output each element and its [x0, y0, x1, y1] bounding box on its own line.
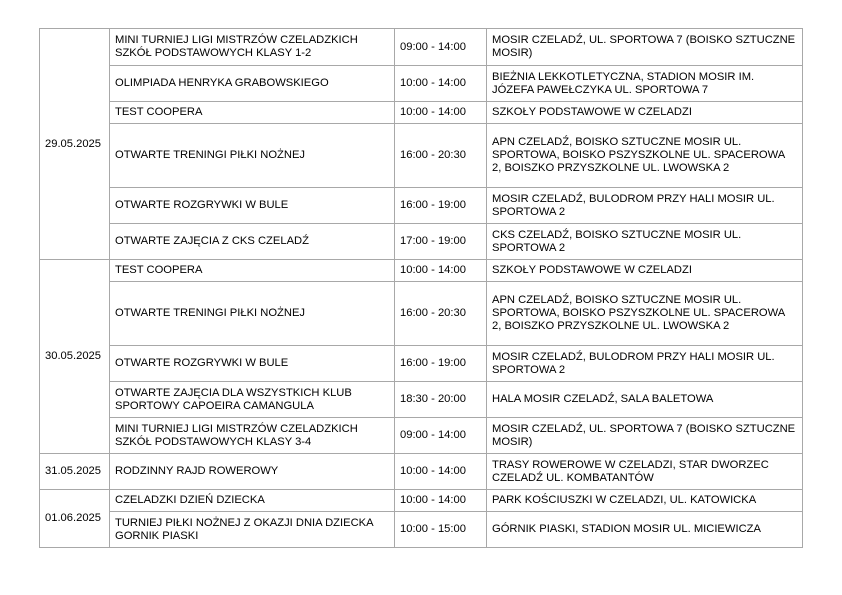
table-row — [40, 66, 803, 102]
event-time: 16:00 - 19:00 — [395, 346, 487, 382]
event-time: 16:00 - 20:30 — [395, 124, 487, 188]
event-name: OTWARTE ZAJĘCIA DLA WSZYSTKICH KLUB SPORTOWY CAPOEIRA CAMANGULA — [110, 382, 395, 418]
event-place: APN CZELADŹ, BOISKO SZTUCZNE MOSIR UL. SPORTOWA, BOISKO PSZYSZKOLNE UL. SPACEROWA 2, BOISZKO PRZYSZKOLNE UL. LWOWSKA 2 — [487, 282, 803, 346]
date-cell: 31.05.2025 — [40, 454, 110, 490]
table-row — [40, 418, 803, 454]
event-name: OTWARTE ROZGRYWKI W BULE — [110, 346, 395, 382]
table-row — [40, 102, 803, 124]
event-place: MOSIR CZELADŹ, BULODROM PRZY HALI MOSIR UL. SPORTOWA 2 — [487, 346, 803, 382]
table-row — [40, 124, 803, 188]
table-row — [40, 260, 803, 282]
event-name: MINI TURNIEJ LIGI MISTRZÓW CZELADZKICH SZKÓŁ PODSTAWOWYCH KLASY 1-2 — [110, 29, 395, 66]
event-name: OLIMPIADA HENRYKA GRABOWSKIEGO — [110, 66, 395, 102]
event-time: 18:30 - 20:00 — [395, 382, 487, 418]
event-place: APN CZELADŹ, BOISKO SZTUCZNE MOSIR UL. SPORTOWA, BOISKO PSZYSZKOLNE UL. SPACEROWA 2, BOISZKO PRZYSZKOLNE UL. LWOWSKA 2 — [487, 124, 803, 188]
event-time: 10:00 - 14:00 — [395, 66, 487, 102]
schedule-table — [39, 28, 803, 548]
event-time: 09:00 - 14:00 — [395, 29, 487, 66]
event-place: SZKOŁY PODSTAWOWE W CZELADZI — [487, 260, 803, 282]
event-time: 10:00 - 14:00 — [395, 102, 487, 124]
date-cell: 29.05.2025 — [40, 29, 110, 260]
table-row — [40, 346, 803, 382]
event-time: 10:00 - 14:00 — [395, 490, 487, 512]
event-place: MOSIR CZELADŹ, UL. SPORTOWA 7 (BOISKO SZTUCZNE MOSIR) — [487, 29, 803, 66]
table-row — [40, 188, 803, 224]
event-name: OTWARTE ROZGRYWKI W BULE — [110, 188, 395, 224]
table-row — [40, 224, 803, 260]
table-row — [40, 29, 803, 66]
event-time: 17:00 - 19:00 — [395, 224, 487, 260]
event-name: TURNIEJ PIŁKI NOŻNEJ Z OKAZJI DNIA DZIECKA GORNIK PIASKI — [110, 512, 395, 548]
table-row — [40, 512, 803, 548]
event-place: PARK KOŚCIUSZKI W CZELADZI, UL. KATOWICKA — [487, 490, 803, 512]
event-place: HALA MOSIR CZELADŹ, SALA BALETOWA — [487, 382, 803, 418]
event-name: OTWARTE TRENINGI PIŁKI NOŻNEJ — [110, 282, 395, 346]
event-place: SZKOŁY PODSTAWOWE W CZELADZI — [487, 102, 803, 124]
event-time: 16:00 - 20:30 — [395, 282, 487, 346]
schedule-body — [40, 29, 803, 548]
table-row — [40, 282, 803, 346]
event-name: OTWARTE ZAJĘCIA Z CKS CZELADŹ — [110, 224, 395, 260]
event-place: GÓRNIK PIASKI, STADION MOSIR UL. MICIEWICZA — [487, 512, 803, 548]
table-row — [40, 490, 803, 512]
event-place: MOSIR CZELADŹ, BULODROM PRZY HALI MOSIR UL. SPORTOWA 2 — [487, 188, 803, 224]
event-name: MINI TURNIEJ LIGI MISTRZÓW CZELADZKICH SZKÓŁ PODSTAWOWYCH KLASY 3-4 — [110, 418, 395, 454]
event-name: TEST COOPERA — [110, 260, 395, 282]
date-cell: 01.06.2025 — [40, 490, 110, 548]
event-time: 10:00 - 15:00 — [395, 512, 487, 548]
event-time: 16:00 - 19:00 — [395, 188, 487, 224]
event-time: 10:00 - 14:00 — [395, 454, 487, 490]
event-time: 10:00 - 14:00 — [395, 260, 487, 282]
event-time: 09:00 - 14:00 — [395, 418, 487, 454]
event-place: TRASY ROWEROWE W CZELADZI, STAR DWORZEC CZELADŹ UL. KOMBATANTÓW — [487, 454, 803, 490]
event-name: TEST COOPERA — [110, 102, 395, 124]
table-row — [40, 382, 803, 418]
table-row — [40, 454, 803, 490]
date-cell: 30.05.2025 — [40, 260, 110, 454]
event-name: RODZINNY RAJD ROWEROWY — [110, 454, 395, 490]
event-name: CZELADZKI DZIEŃ DZIECKA — [110, 490, 395, 512]
event-place: BIEŻNIA LEKKOTLETYCZNA, STADION MOSIR IM. JÓZEFA PAWEŁCZYKA UL. SPORTOWA 7 — [487, 66, 803, 102]
event-name: OTWARTE TRENINGI PIŁKI NOŻNEJ — [110, 124, 395, 188]
event-place: CKS CZELADŹ, BOISKO SZTUCZNE MOSIR UL. SPORTOWA 2 — [487, 224, 803, 260]
event-place: MOSIR CZELADŹ, UL. SPORTOWA 7 (BOISKO SZTUCZNE MOSIR) — [487, 418, 803, 454]
